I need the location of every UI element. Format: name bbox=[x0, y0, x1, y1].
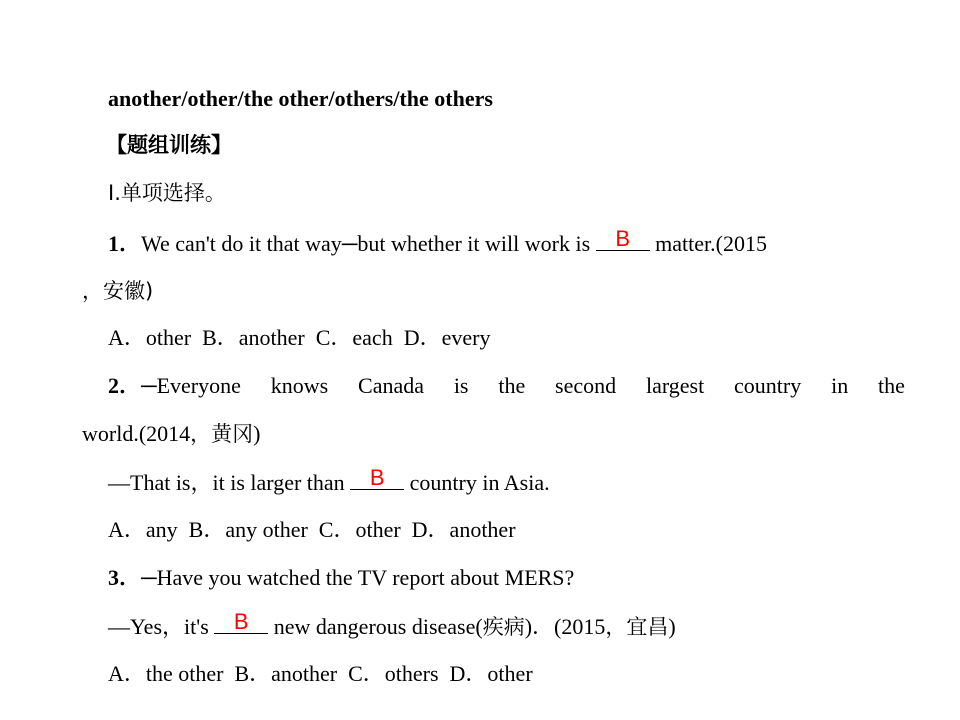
question-word: largest bbox=[645, 373, 705, 398]
answer-mark: B bbox=[615, 226, 630, 251]
question-3-stem bbox=[108, 565, 574, 591]
reply-text: new dangerous disease( bbox=[268, 614, 483, 639]
reply-chinese: 疾病 bbox=[482, 615, 525, 639]
answer-blank bbox=[596, 226, 650, 251]
answer-blank bbox=[350, 465, 404, 490]
question-word: country bbox=[734, 373, 802, 398]
question-word: is bbox=[453, 373, 469, 398]
topic-heading: another/other/the other/others/the others bbox=[108, 86, 493, 111]
question-number: 1． bbox=[108, 231, 142, 256]
question-2-options: A．any B．any other C．other D．another bbox=[108, 517, 516, 542]
reply-text: country in Asia. bbox=[404, 470, 550, 495]
section-title: 【题组训练】 bbox=[106, 133, 232, 157]
question-word-text: ─Everyone bbox=[141, 373, 241, 398]
reply-text: )．(2015 bbox=[524, 614, 606, 639]
reply-text: ) bbox=[668, 614, 676, 639]
question-text: We can't do it that way─but whether it will work is bbox=[141, 231, 596, 256]
question-1-stem bbox=[108, 226, 767, 257]
part-title: Ⅰ.单项选择。 bbox=[108, 181, 226, 205]
answer-mark: B bbox=[233, 609, 249, 634]
question-3-reply bbox=[108, 609, 676, 640]
question-1-source: ，安徽) bbox=[82, 279, 154, 303]
reply-source: ，宜昌 bbox=[605, 615, 669, 639]
question-source: ，黄冈 bbox=[190, 422, 254, 446]
question-word: the bbox=[878, 373, 905, 398]
question-2-reply bbox=[108, 465, 550, 496]
question-text: ─Have you watched the TV report about MERS? bbox=[141, 565, 575, 590]
question-number: 2． bbox=[108, 373, 142, 398]
reply-text: —That is，it is larger than bbox=[108, 470, 351, 495]
question-word: the bbox=[498, 373, 526, 398]
question-word: Canada bbox=[358, 373, 424, 398]
question-word: second bbox=[555, 373, 617, 398]
answer-mark: B bbox=[369, 465, 385, 490]
reply-text: —Yes，it's bbox=[108, 614, 215, 639]
question-word: knows bbox=[270, 373, 329, 398]
question-2-stem-continued bbox=[82, 421, 260, 447]
question-word bbox=[108, 373, 241, 399]
question-text: matter.(2015 bbox=[649, 231, 767, 256]
question-number: 3． bbox=[108, 565, 142, 590]
question-text: ) bbox=[253, 421, 261, 446]
question-1-options: A．other B．another C．each D．every bbox=[108, 325, 491, 350]
question-text: world.(2014 bbox=[82, 421, 191, 446]
question-2-stem bbox=[108, 373, 905, 399]
question-word: in bbox=[831, 373, 849, 398]
question-3-options: A．the other B．another C．others D．other bbox=[108, 661, 533, 686]
answer-blank bbox=[214, 609, 268, 634]
